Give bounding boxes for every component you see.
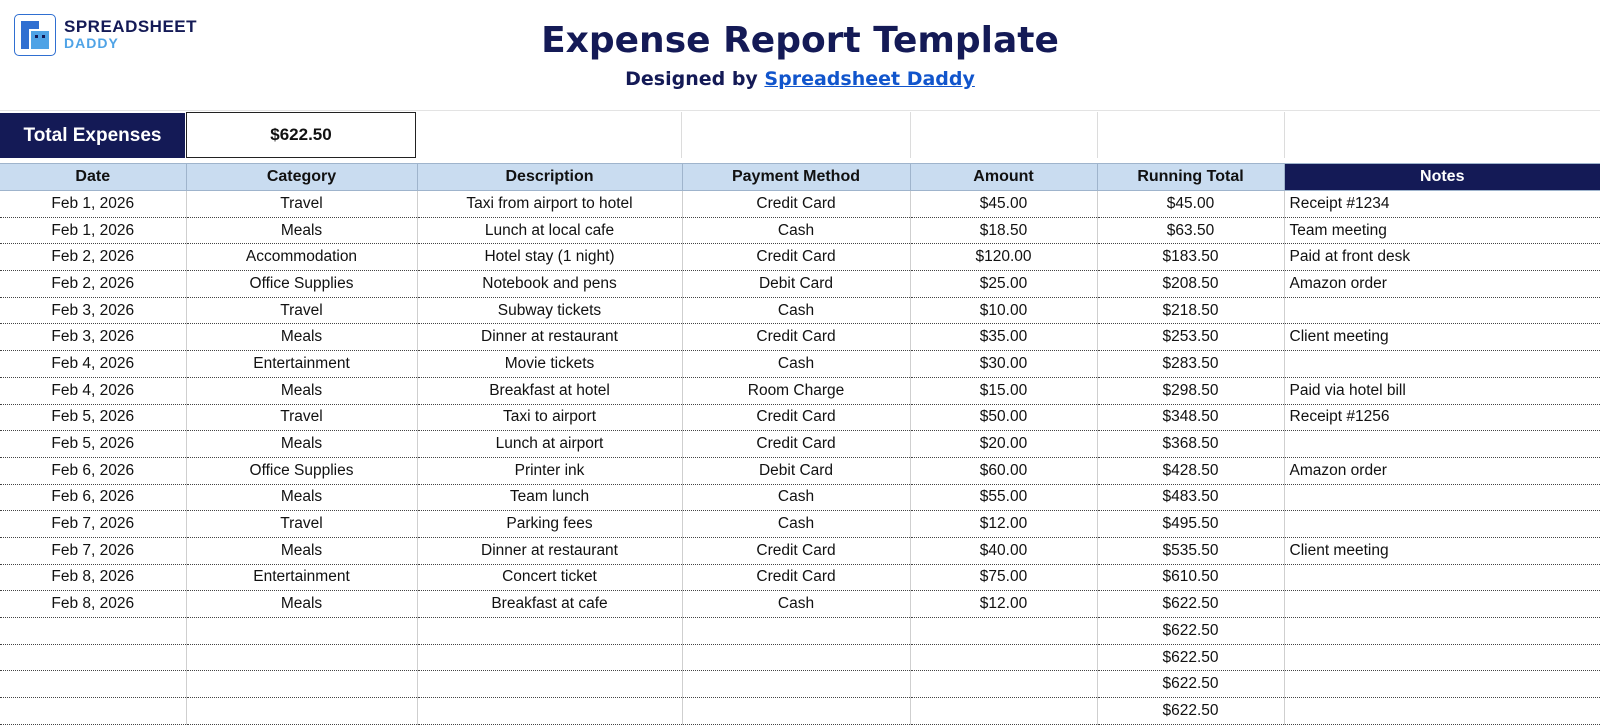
- cell-payment-method[interactable]: Credit Card: [682, 537, 910, 564]
- cell-amount[interactable]: [910, 698, 1097, 725]
- cell-notes[interactable]: [1284, 351, 1600, 378]
- cell-description[interactable]: [417, 698, 682, 725]
- cell-amount[interactable]: $75.00: [910, 564, 1097, 591]
- cell-date[interactable]: Feb 2, 2026: [0, 271, 186, 298]
- cell-notes[interactable]: Paid via hotel bill: [1284, 377, 1600, 404]
- table-row: [0, 217, 1600, 244]
- cell-date[interactable]: Feb 8, 2026: [0, 591, 186, 618]
- cell-amount[interactable]: $120.00: [910, 244, 1097, 271]
- cell-notes[interactable]: [1284, 484, 1600, 511]
- cell-category[interactable]: Meals: [186, 591, 417, 618]
- column-header-running-total[interactable]: Running Total: [1097, 164, 1284, 191]
- cell-running-total[interactable]: $298.50: [1097, 377, 1284, 404]
- spreadsheet-daddy-link[interactable]: Spreadsheet Daddy: [764, 68, 975, 90]
- cell-date[interactable]: Feb 1, 2026: [0, 217, 186, 244]
- subtitle-prefix: Designed by: [625, 68, 765, 90]
- cell-notes[interactable]: [1284, 511, 1600, 538]
- cell-description[interactable]: [417, 618, 682, 645]
- cell-category[interactable]: Meals: [186, 324, 417, 351]
- cell-date[interactable]: Feb 5, 2026: [0, 431, 186, 458]
- brand-name: SPREADSHEET: [64, 17, 198, 36]
- cell-category[interactable]: [186, 644, 417, 671]
- cell-amount[interactable]: $25.00: [910, 271, 1097, 298]
- cell-running-total[interactable]: $610.50: [1097, 564, 1284, 591]
- cell-notes[interactable]: [1284, 671, 1600, 698]
- cell-amount[interactable]: $10.00: [910, 297, 1097, 324]
- cell-description[interactable]: Parking fees: [417, 511, 682, 538]
- cell-category[interactable]: Entertainment: [186, 564, 417, 591]
- cell-date[interactable]: Feb 7, 2026: [0, 537, 186, 564]
- table-row: [0, 511, 1600, 538]
- column-header-amount[interactable]: Amount: [910, 164, 1097, 191]
- total-expenses-value[interactable]: $622.50: [186, 112, 416, 158]
- cell-category[interactable]: Meals: [186, 431, 417, 458]
- cell-date[interactable]: Feb 3, 2026: [0, 297, 186, 324]
- cell-category[interactable]: Accommodation: [186, 244, 417, 271]
- cell-payment-method[interactable]: Credit Card: [682, 244, 910, 271]
- cell-running-total[interactable]: $622.50: [1097, 591, 1284, 618]
- cell-description[interactable]: Taxi to airport: [417, 404, 682, 431]
- cell-description[interactable]: Printer ink: [417, 457, 682, 484]
- cell-date[interactable]: Feb 4, 2026: [0, 377, 186, 404]
- cell-divider: [681, 112, 682, 158]
- table-row: [0, 377, 1600, 404]
- cell-category[interactable]: Office Supplies: [186, 271, 417, 298]
- cell-running-total[interactable]: $622.50: [1097, 618, 1284, 645]
- cell-description[interactable]: Lunch at local cafe: [417, 217, 682, 244]
- cell-running-total[interactable]: $183.50: [1097, 244, 1284, 271]
- total-expenses-label: Total Expenses: [0, 113, 185, 158]
- table-row: [0, 537, 1600, 564]
- cell-notes[interactable]: [1284, 618, 1600, 645]
- cell-date[interactable]: Feb 7, 2026: [0, 511, 186, 538]
- cell-payment-method[interactable]: Credit Card: [682, 404, 910, 431]
- cell-category[interactable]: Entertainment: [186, 351, 417, 378]
- cell-running-total[interactable]: $622.50: [1097, 698, 1284, 725]
- table-row: [0, 324, 1600, 351]
- cell-amount[interactable]: $60.00: [910, 457, 1097, 484]
- cell-category[interactable]: Travel: [186, 191, 417, 218]
- cell-amount[interactable]: $18.50: [910, 217, 1097, 244]
- cell-notes[interactable]: [1284, 644, 1600, 671]
- cell-category[interactable]: Meals: [186, 377, 417, 404]
- cell-date[interactable]: [0, 671, 186, 698]
- table-row: [0, 591, 1600, 618]
- cell-notes[interactable]: Receipt #1234: [1284, 191, 1600, 218]
- table-row: [0, 698, 1600, 725]
- cell-category[interactable]: Travel: [186, 511, 417, 538]
- cell-notes[interactable]: [1284, 297, 1600, 324]
- cell-description[interactable]: [417, 671, 682, 698]
- page-title: Expense Report Template: [541, 20, 1059, 61]
- cell-date[interactable]: Feb 4, 2026: [0, 351, 186, 378]
- cell-payment-method[interactable]: Debit Card: [682, 271, 910, 298]
- cell-running-total[interactable]: $535.50: [1097, 537, 1284, 564]
- cell-running-total[interactable]: $63.50: [1097, 217, 1284, 244]
- cell-notes[interactable]: Amazon order: [1284, 271, 1600, 298]
- cell-payment-method[interactable]: [682, 671, 910, 698]
- cell-running-total[interactable]: $348.50: [1097, 404, 1284, 431]
- cell-date[interactable]: [0, 618, 186, 645]
- table-row: [0, 351, 1600, 378]
- cell-amount[interactable]: $55.00: [910, 484, 1097, 511]
- cell-date[interactable]: [0, 644, 186, 671]
- table-row: [0, 431, 1600, 458]
- cell-running-total[interactable]: $208.50: [1097, 271, 1284, 298]
- table-row: [0, 618, 1600, 645]
- cell-category[interactable]: Meals: [186, 217, 417, 244]
- cell-description[interactable]: Dinner at restaurant: [417, 537, 682, 564]
- cell-running-total[interactable]: $622.50: [1097, 671, 1284, 698]
- cell-payment-method[interactable]: Debit Card: [682, 457, 910, 484]
- cell-payment-method[interactable]: Credit Card: [682, 564, 910, 591]
- cell-notes[interactable]: Client meeting: [1284, 537, 1600, 564]
- cell-running-total[interactable]: $495.50: [1097, 511, 1284, 538]
- cell-description[interactable]: Lunch at airport: [417, 431, 682, 458]
- cell-notes[interactable]: [1284, 431, 1600, 458]
- column-header-date[interactable]: Date: [0, 164, 186, 191]
- cell-payment-method[interactable]: Credit Card: [682, 191, 910, 218]
- cell-amount[interactable]: $20.00: [910, 431, 1097, 458]
- cell-description[interactable]: Dinner at restaurant: [417, 324, 682, 351]
- cell-amount[interactable]: $30.00: [910, 351, 1097, 378]
- cell-description[interactable]: Subway tickets: [417, 297, 682, 324]
- table-body: [0, 191, 1600, 725]
- cell-payment-method[interactable]: Cash: [682, 484, 910, 511]
- column-header-description[interactable]: Description: [417, 164, 682, 191]
- cell-date[interactable]: Feb 6, 2026: [0, 457, 186, 484]
- cell-running-total[interactable]: $218.50: [1097, 297, 1284, 324]
- cell-payment-method[interactable]: [682, 618, 910, 645]
- table-row: [0, 404, 1600, 431]
- cell-payment-method[interactable]: [682, 644, 910, 671]
- cell-notes[interactable]: [1284, 591, 1600, 618]
- cell-payment-method[interactable]: Credit Card: [682, 324, 910, 351]
- cell-amount[interactable]: [910, 644, 1097, 671]
- cell-date[interactable]: Feb 3, 2026: [0, 324, 186, 351]
- cell-date[interactable]: [0, 698, 186, 725]
- table-row: [0, 644, 1600, 671]
- cell-description[interactable]: Taxi from airport to hotel: [417, 191, 682, 218]
- table-row: [0, 244, 1600, 271]
- cell-description[interactable]: Concert ticket: [417, 564, 682, 591]
- cell-notes[interactable]: [1284, 564, 1600, 591]
- cell-date[interactable]: Feb 2, 2026: [0, 244, 186, 271]
- table-row: [0, 484, 1600, 511]
- cell-running-total[interactable]: $283.50: [1097, 351, 1284, 378]
- cell-category[interactable]: Travel: [186, 297, 417, 324]
- cell-notes[interactable]: Receipt #1256: [1284, 404, 1600, 431]
- cell-category[interactable]: Meals: [186, 537, 417, 564]
- cell-category[interactable]: [186, 698, 417, 725]
- cell-category[interactable]: Meals: [186, 484, 417, 511]
- cell-notes[interactable]: [1284, 698, 1600, 725]
- cell-running-total[interactable]: $428.50: [1097, 457, 1284, 484]
- cell-payment-method[interactable]: Cash: [682, 511, 910, 538]
- cell-payment-method[interactable]: Cash: [682, 217, 910, 244]
- cell-payment-method[interactable]: [682, 698, 910, 725]
- column-header-category[interactable]: Category: [186, 164, 417, 191]
- cell-running-total[interactable]: $253.50: [1097, 324, 1284, 351]
- expense-table-container: [0, 163, 1600, 719]
- report-header: [0, 0, 1600, 111]
- cell-category[interactable]: Travel: [186, 404, 417, 431]
- cell-description[interactable]: Breakfast at hotel: [417, 377, 682, 404]
- column-header-notes[interactable]: Notes: [1284, 164, 1600, 191]
- table-row: [0, 297, 1600, 324]
- cell-date[interactable]: Feb 1, 2026: [0, 191, 186, 218]
- cell-amount[interactable]: $12.00: [910, 591, 1097, 618]
- cell-divider: [1284, 112, 1285, 158]
- cell-amount[interactable]: $40.00: [910, 537, 1097, 564]
- cell-description[interactable]: [417, 644, 682, 671]
- cell-payment-method[interactable]: Room Charge: [682, 377, 910, 404]
- brand-name-second: DADDY: [64, 35, 119, 51]
- cell-amount[interactable]: $35.00: [910, 324, 1097, 351]
- cell-payment-method[interactable]: Cash: [682, 297, 910, 324]
- cell-notes[interactable]: Team meeting: [1284, 217, 1600, 244]
- table-header-row: [0, 164, 1600, 191]
- cell-category[interactable]: Office Supplies: [186, 457, 417, 484]
- cell-payment-method[interactable]: Cash: [682, 591, 910, 618]
- cell-description[interactable]: Movie tickets: [417, 351, 682, 378]
- table-row: [0, 457, 1600, 484]
- cell-date[interactable]: Feb 6, 2026: [0, 484, 186, 511]
- cell-notes[interactable]: Client meeting: [1284, 324, 1600, 351]
- table-row: [0, 271, 1600, 298]
- cell-running-total[interactable]: $368.50: [1097, 431, 1284, 458]
- cell-amount[interactable]: $15.00: [910, 377, 1097, 404]
- cell-notes[interactable]: Paid at front desk: [1284, 244, 1600, 271]
- cell-amount[interactable]: [910, 671, 1097, 698]
- column-header-payment-method[interactable]: Payment Method: [682, 164, 910, 191]
- cell-date[interactable]: Feb 8, 2026: [0, 564, 186, 591]
- cell-amount[interactable]: $12.00: [910, 511, 1097, 538]
- cell-running-total[interactable]: $622.50: [1097, 644, 1284, 671]
- expense-table: [0, 163, 1600, 725]
- cell-amount[interactable]: $45.00: [910, 191, 1097, 218]
- cell-running-total[interactable]: $483.50: [1097, 484, 1284, 511]
- cell-date[interactable]: Feb 5, 2026: [0, 404, 186, 431]
- cell-description[interactable]: Breakfast at cafe: [417, 591, 682, 618]
- cell-category[interactable]: [186, 671, 417, 698]
- cell-divider: [910, 112, 911, 158]
- cell-payment-method[interactable]: Cash: [682, 351, 910, 378]
- table-row: [0, 671, 1600, 698]
- cell-amount[interactable]: [910, 618, 1097, 645]
- cell-running-total[interactable]: $45.00: [1097, 191, 1284, 218]
- cell-description[interactable]: Hotel stay (1 night): [417, 244, 682, 271]
- page-subtitle: [0, 68, 1600, 90]
- cell-amount[interactable]: $50.00: [910, 404, 1097, 431]
- cell-description[interactable]: Team lunch: [417, 484, 682, 511]
- cell-divider: [1097, 112, 1098, 158]
- cell-notes[interactable]: Amazon order: [1284, 457, 1600, 484]
- table-row: [0, 191, 1600, 218]
- cell-description[interactable]: Notebook and pens: [417, 271, 682, 298]
- cell-payment-method[interactable]: Credit Card: [682, 431, 910, 458]
- cell-category[interactable]: [186, 618, 417, 645]
- table-row: [0, 564, 1600, 591]
